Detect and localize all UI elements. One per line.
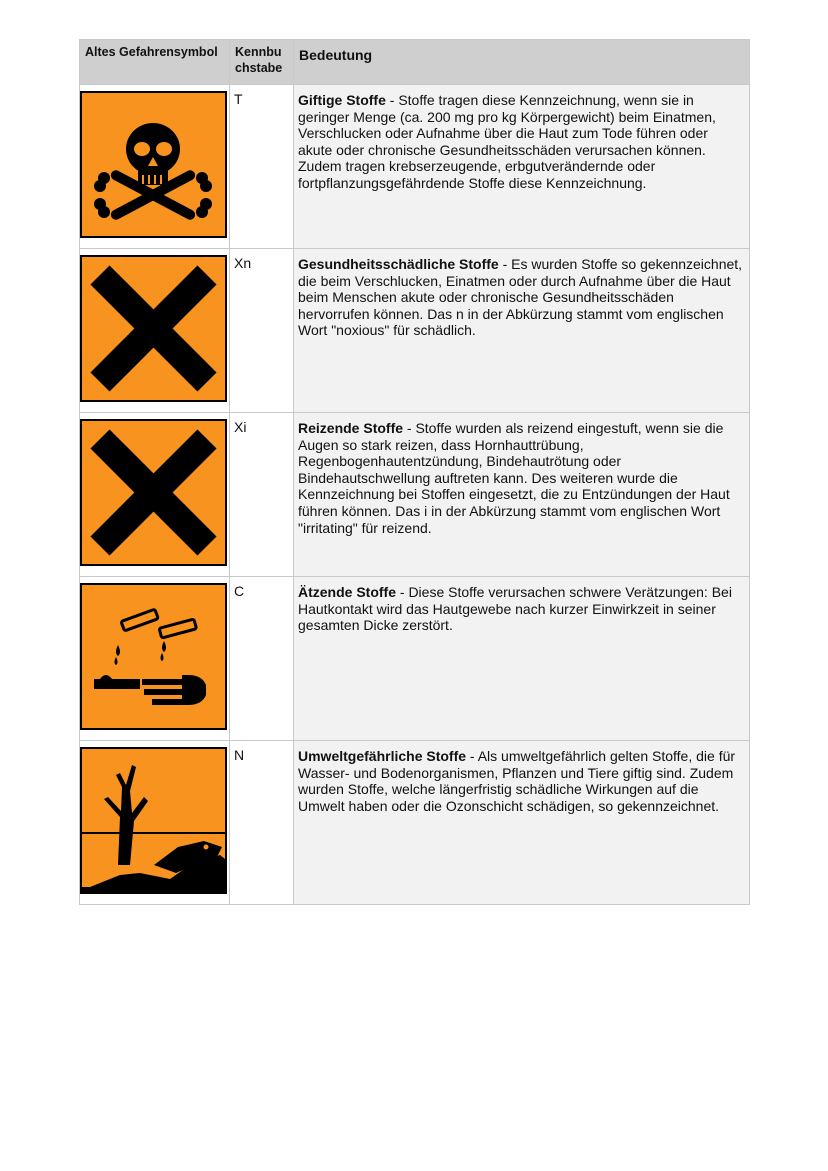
environment-hazard-icon bbox=[80, 747, 227, 894]
description-cell bbox=[294, 85, 750, 249]
header-symbol: Altes Gefahrensymbol bbox=[80, 40, 230, 85]
st-andrews-cross-icon bbox=[80, 255, 227, 402]
code-cell: C bbox=[230, 577, 294, 741]
header-code-text: Kennbuchstabe bbox=[235, 45, 283, 75]
description-cell bbox=[294, 577, 750, 741]
symbol-cell bbox=[80, 85, 230, 249]
code-cell: Xi bbox=[230, 413, 294, 577]
description-title: Umweltgefährliche Stoffe bbox=[298, 748, 467, 764]
description-title: Giftige Stoffe bbox=[298, 92, 386, 108]
skull-crossbones-icon bbox=[80, 91, 227, 238]
description-title: Reizende Stoffe bbox=[298, 420, 404, 436]
description-title: Ätzende Stoffe bbox=[298, 584, 396, 600]
description-title: Gesundheitsschädliche Stoffe bbox=[298, 256, 499, 272]
table-row bbox=[80, 249, 750, 413]
header-code bbox=[230, 40, 294, 85]
code-cell: Xn bbox=[230, 249, 294, 413]
table-row bbox=[80, 741, 750, 905]
table-row bbox=[80, 413, 750, 577]
table-row bbox=[80, 577, 750, 741]
description-text: - Stoffe wurden als reizend eingestuft, wenn sie die Augen so stark reizen, dass Hornhauttrübung, Regenbogenhautentzündung, Bindehautrötung oder Bindehautschwellung auftreten kann. Des weiteren wurde die Kennzeichnung bei Stoffen eingesetzt, die zu Entzündungen der Haut führen können. Das i in der Abkürzung stammt vom englischen Wort "irritating" für reizend. bbox=[298, 420, 730, 536]
symbol-cell bbox=[80, 249, 230, 413]
symbol-cell bbox=[80, 741, 230, 905]
table-header-row bbox=[80, 40, 750, 85]
hazard-symbol-table bbox=[79, 39, 750, 905]
description-cell bbox=[294, 249, 750, 413]
description-text: - Stoffe tragen diese Kennzeichnung, wenn sie in geringer Menge (ca. 200 mg pro kg Körpergewicht) beim Einatmen, Verschlucken oder Aufnahme über die Haut zum Tode führen oder akute oder chronische Gesundheitsschäden verursachen können. Zudem tragen krebserzeugende, erbgutverändernde oder fortpflanzungsgefährdende Stoffe diese Kennzeichnung. bbox=[298, 92, 716, 191]
st-andrews-cross-icon bbox=[80, 419, 227, 566]
description-cell bbox=[294, 741, 750, 905]
table-row bbox=[80, 85, 750, 249]
symbol-cell bbox=[80, 413, 230, 577]
description-text: - Diese Stoffe verursachen schwere Verätzungen: Bei Hautkontakt wird das Hautgewebe nach kurzer Einwirkzeit in seiner gesamten Dicke zerstört. bbox=[298, 584, 732, 634]
header-meaning: Bedeutung bbox=[294, 40, 750, 85]
description-cell bbox=[294, 413, 750, 577]
description-text: - Es wurden Stoffe so gekennzeichnet, die beim Verschlucken, Einatmen oder durch Aufnahme über die Haut beim Menschen akute oder chronische Gesundheitsschäden hervorrufen können. Das n in der Abkürzung stammt vom englischen Wort "noxious" für schädlich. bbox=[298, 256, 743, 339]
symbol-cell bbox=[80, 577, 230, 741]
corrosive-icon bbox=[80, 583, 227, 730]
description-text: - Als umweltgefährlich gelten Stoffe, die für Wasser- und Bodenorganismen, Pflanzen und Tiere giftig sind. Zudem wurden Stoffe, welche längerfristig schädliche Wirkungen auf die Umwelt haben oder die Ozonschicht schädigen, so gekennzeichnet. bbox=[298, 748, 736, 814]
code-cell: N bbox=[230, 741, 294, 905]
code-cell: T bbox=[230, 85, 294, 249]
